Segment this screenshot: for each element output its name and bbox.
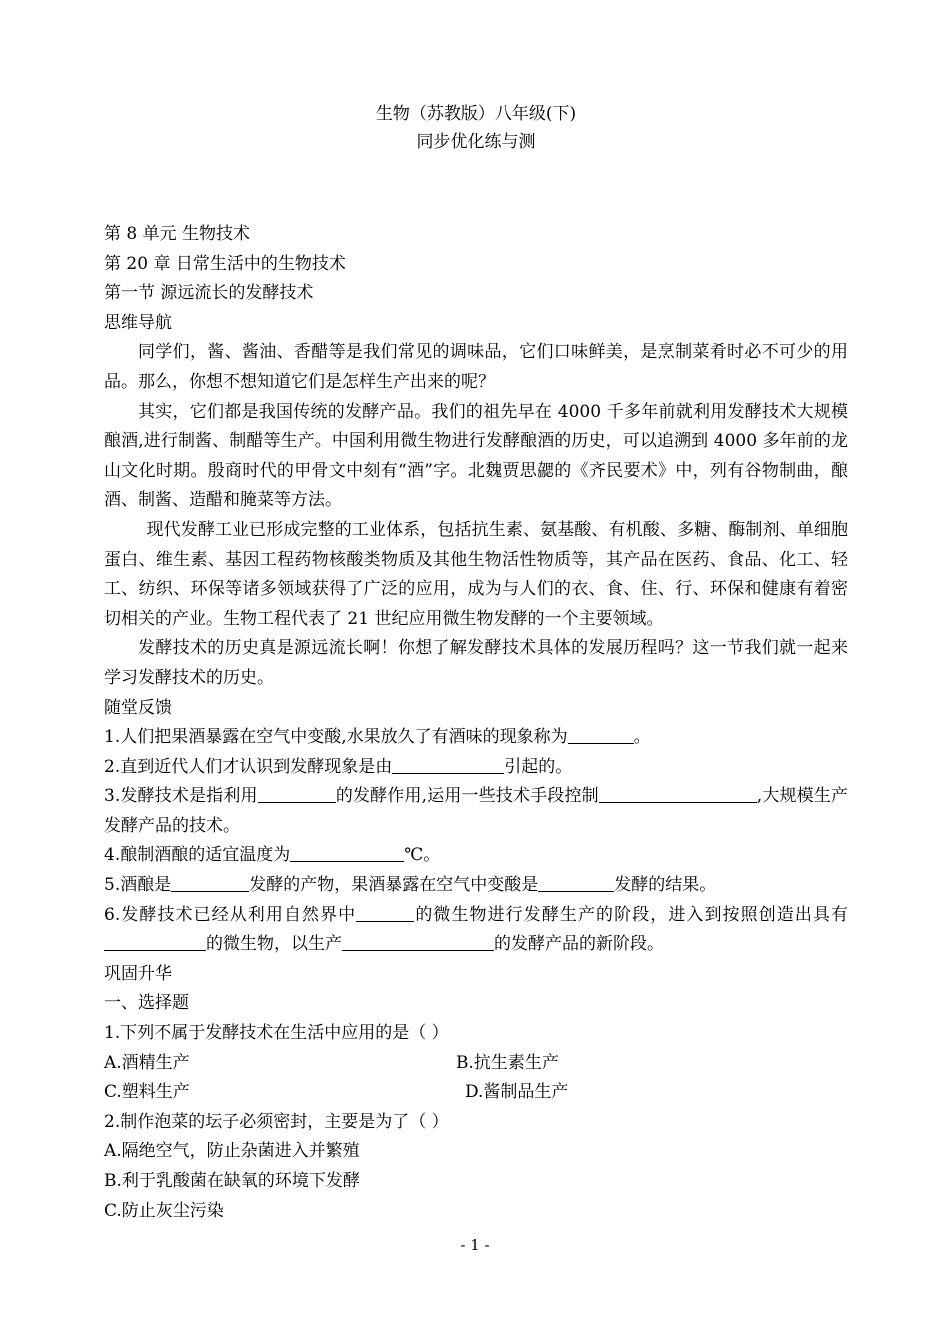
answer-blank[interactable] [342,933,494,951]
intro-paragraph-3: 现代发酵工业已形成完整的工业体系，包括抗生素、氨基酸、有机酸、多糖、酶制剂、单细胞蛋白、维生素、基因工程药物核酸类物质及其他生物活性物质等，其产品在医药、食品、化工、轻工、纺织、环保等诸多领域获得了广泛的应用，成为与人们的衣、食、住、行、环保和健康有着密切相关的产业。生物工程代表了 21 世纪应用微生物发酵的一个主要领域。 [104,519,848,629]
choice-heading: 一、选择题 [104,993,189,1014]
option-d[interactable]: D.酱制品生产 [465,1082,569,1103]
feedback-question-1 [104,723,848,753]
option-b[interactable]: B.抗生素生产 [456,1052,559,1073]
question-text: 引起的。 [504,756,573,777]
question-text: 的微生物，以生产 [206,934,342,955]
question-text: 4.酿制酒酿的适宜温度为 [104,845,291,866]
chapter-heading: 第 20 章 日常生活中的生物技术 [104,253,346,274]
unit-heading: 第 8 单元 生物技术 [104,224,251,244]
question-text: 。 [633,727,651,748]
answer-blank[interactable] [258,785,336,803]
answer-blank[interactable] [171,874,249,892]
document-page [104,100,848,1226]
question-text: 1.人们把果酒暴露在空气中变酸,水果放久了有酒味的现象称为 [104,727,568,748]
question-text: 5.酒酿是 [104,875,172,896]
question-text: ℃。 [404,845,441,866]
answer-blank[interactable] [599,785,757,803]
section-heading: 第一节 源远流长的发酵技术 [104,283,314,304]
choice-question-1: 1.下列不属于发酵技术在生活中应用的是（ ） [104,1023,449,1044]
choice-question-2: 2.制作泡菜的坛子必须密封，主要是为了（ ） [104,1111,449,1132]
question-text: 6.发酵技术已经从利用自然界中 [104,904,357,925]
question-text: 的发酵作用,运用一些技术手段控制 [335,786,599,807]
feedback-question-3 [104,782,848,841]
option-a[interactable]: A.酒精生产 [104,1052,190,1073]
answer-blank[interactable] [392,756,504,774]
question-text: 2.直到近代人们才认识到发酵现象是由 [104,756,393,777]
document-title: 生物（苏教版）八年级(下) [375,104,577,124]
consolidate-heading: 巩固升华 [104,963,172,984]
feedback-question-2 [104,753,848,783]
answer-blank[interactable] [104,933,206,951]
answer-blank[interactable] [568,726,634,744]
document-subtitle: 同步优化练与测 [416,132,536,152]
page-number: - 1 - [460,1236,490,1254]
question-text: ,大规模生产发酵产品的技术。 [104,786,848,836]
answer-blank[interactable] [290,844,404,862]
question-text: 发酵的结果。 [614,875,717,896]
intro-paragraph-4: 发酵技术的历史真是源远流长啊！你想了解发酵技术具体的发展历程吗？这一节我们就一起来学习发酵技术的历史。 [104,638,848,688]
choice-options-row [104,1078,848,1108]
option-b[interactable]: B.利于乳酸菌在缺氧的环境下发酵 [104,1171,360,1191]
feedback-question-5 [104,871,848,901]
question-text: 3.发酵技术是指利用 [104,786,258,807]
intro-paragraph-1: 同学们，酱、酱油、香醋等是我们常见的调味品，它们口味鲜美，是烹制菜肴时必不可少的用品。那么，你想不想知道它们是怎样生产出来的呢？ [104,342,848,392]
answer-blank[interactable] [356,904,414,922]
feedback-heading: 随堂反馈 [104,697,172,718]
option-c[interactable]: C.塑料生产 [104,1082,190,1103]
question-text: 发酵的产物，果酒暴露在空气中变酸是 [249,875,539,896]
intro-paragraph-2: 其实，它们都是我国传统的发酵产品。我们的祖先早在 4000 千多年前就利用发酵技术大规模酿酒,进行制酱、制醋等生产。中国利用微生物进行发酵酿酒的历史，可以追溯到 4000 多年前的龙山文化时期。殷商时代的甲骨文中刻有“酒”字。北魏贾思勰的《齐民要术》中，列有谷物制曲，酿酒、制酱、造醋和腌菜等方法。 [104,401,848,511]
feedback-question-6 [104,901,848,960]
answer-blank[interactable] [538,874,614,892]
option-c[interactable]: C.防止灰尘污染 [104,1200,224,1221]
feedback-question-4 [104,841,848,871]
guide-heading: 思维导航 [104,312,172,333]
question-text: 的微生物进行发酵生产的阶段，进入到按照创造出具有 [414,904,848,925]
question-text: 的发酵产品的新阶段。 [494,934,664,955]
choice-options-row [104,1049,848,1079]
option-a[interactable]: A.隔绝空气，防止杂菌进入并繁殖 [104,1141,360,1162]
